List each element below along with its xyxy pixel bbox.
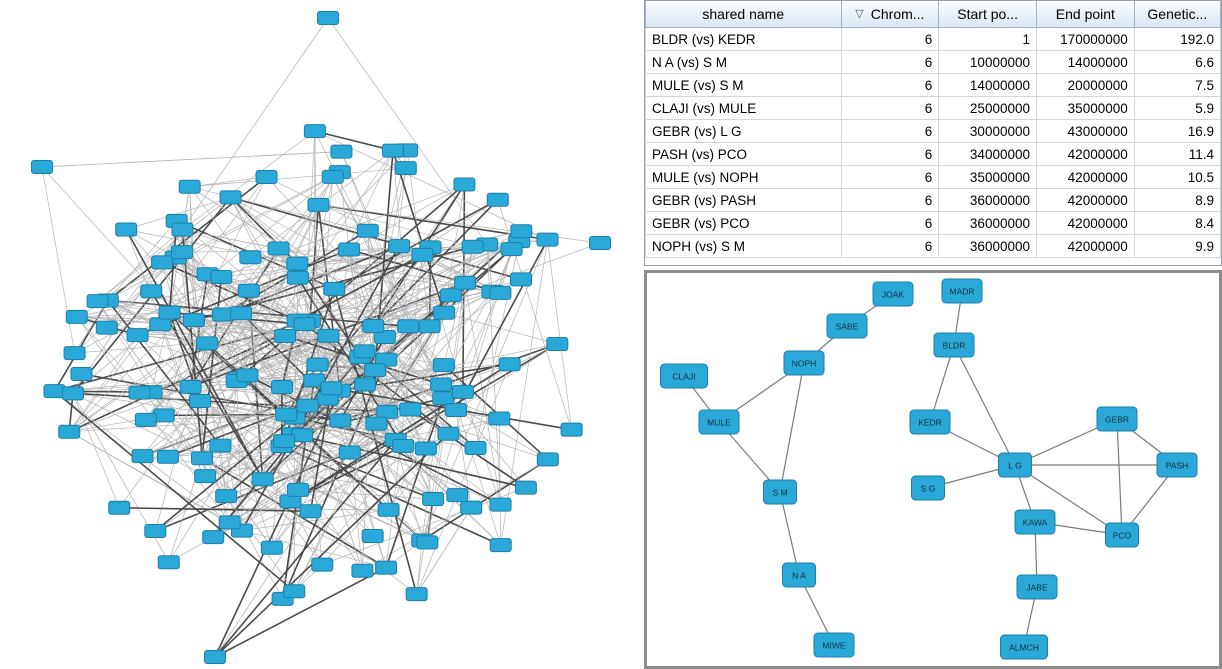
main-network-node[interactable] [365, 364, 386, 377]
main-network-node[interactable] [275, 330, 296, 343]
subnetwork-canvas[interactable] [647, 273, 1219, 666]
column-header-label: Genetic... [1147, 6, 1208, 22]
main-network-node[interactable] [109, 501, 130, 514]
main-network-node[interactable] [261, 541, 282, 554]
main-network-node[interactable] [159, 306, 180, 319]
subnetwork-node-label: S G [920, 483, 936, 494]
main-network-node[interactable] [71, 367, 92, 380]
cell-shared-name: MULE (vs) S M [646, 74, 842, 97]
main-network-node[interactable] [389, 240, 410, 253]
cell-chromosome: 6 [841, 97, 939, 120]
main-network-node[interactable] [203, 531, 224, 544]
main-network-node[interactable] [179, 180, 200, 193]
main-network-node[interactable] [210, 439, 231, 452]
main-network-node[interactable] [190, 395, 211, 408]
cell-end-point: 20000000 [1037, 74, 1135, 97]
main-network-node[interactable] [145, 525, 166, 538]
main-network-node[interactable] [220, 191, 241, 204]
subnetwork-node[interactable] [814, 633, 854, 657]
column-header-label: Start po... [957, 6, 1018, 22]
main-network-node[interactable] [366, 417, 387, 430]
main-network-node[interactable] [461, 501, 482, 514]
cell-start-point: 36000000 [939, 235, 1037, 258]
main-network-node[interactable] [438, 427, 459, 440]
main-network-node[interactable] [127, 329, 148, 342]
main-network-node[interactable] [362, 529, 383, 542]
subnetwork-node[interactable] [764, 480, 797, 504]
subnetwork-node-label: N A [792, 570, 806, 581]
main-network-node[interactable] [211, 270, 232, 283]
main-network-node[interactable] [462, 240, 483, 253]
main-network-node[interactable] [378, 503, 399, 516]
subnetwork-node[interactable] [1157, 453, 1197, 477]
subnetwork-node[interactable] [1017, 575, 1057, 599]
subnetwork-node-label: SABE [835, 321, 859, 332]
main-network-node[interactable] [158, 556, 179, 569]
main-network-node[interactable] [96, 321, 117, 334]
main-network-node[interactable] [297, 399, 318, 412]
cell-start-point: 30000000 [939, 120, 1037, 143]
main-network-node[interactable] [59, 425, 80, 438]
main-network-node[interactable] [116, 223, 137, 236]
main-network-node[interactable] [129, 386, 150, 399]
subnetwork-node-label: MADR [949, 286, 975, 297]
cell-chromosome: 6 [841, 143, 939, 166]
main-network-node[interactable] [287, 257, 308, 270]
main-network-node[interactable] [339, 243, 360, 256]
cell-end-point: 170000000 [1037, 28, 1135, 51]
main-network-node[interactable] [324, 282, 345, 295]
subnetwork-node[interactable] [784, 351, 824, 375]
table-row[interactable] [646, 166, 1221, 189]
main-network-node[interactable] [272, 380, 293, 393]
main-network-node[interactable] [415, 442, 436, 455]
cell-genetic: 8.4 [1134, 212, 1220, 235]
main-network-node[interactable] [423, 493, 444, 506]
cell-end-point: 35000000 [1037, 97, 1135, 120]
main-network-node[interactable] [352, 564, 373, 577]
table-row[interactable] [646, 28, 1221, 51]
main-network-node[interactable] [294, 318, 315, 331]
main-network-node[interactable] [511, 225, 532, 238]
cell-genetic: 7.5 [1134, 74, 1220, 97]
main-network-node[interactable] [377, 405, 398, 418]
cell-genetic: 8.9 [1134, 189, 1220, 212]
main-network-node[interactable] [412, 248, 433, 261]
table-row[interactable] [646, 97, 1221, 120]
subnetwork-node[interactable] [827, 314, 867, 338]
subnetwork-node-label: KAWA [1022, 517, 1048, 528]
cell-shared-name: GEBR (vs) PCO [646, 212, 842, 235]
main-network-node[interactable] [219, 516, 240, 529]
column-header-genetic[interactable] [1134, 1, 1220, 28]
subnetwork-edges [684, 291, 1177, 647]
subnetwork-node[interactable] [661, 364, 708, 388]
main-network-node[interactable] [288, 483, 309, 496]
table-header-row [646, 1, 1221, 28]
main-network-node[interactable] [308, 198, 329, 211]
main-network-node[interactable] [256, 171, 277, 184]
main-network-node[interactable] [452, 385, 473, 398]
main-network-node[interactable] [276, 408, 297, 421]
main-network-node[interactable] [339, 446, 360, 459]
table-row[interactable] [646, 143, 1221, 166]
filter-icon[interactable]: ▽ [855, 7, 864, 20]
cell-start-point: 36000000 [939, 212, 1037, 235]
subnetwork-node-label: GEBR [1104, 414, 1130, 425]
table-body[interactable] [646, 28, 1221, 258]
subnetwork-node[interactable] [942, 279, 982, 303]
subnetwork-node-label: JABE [1026, 582, 1048, 593]
cell-genetic: 6.6 [1134, 51, 1220, 74]
main-network-node[interactable] [417, 536, 438, 549]
main-network-node[interactable] [62, 387, 83, 400]
subnetwork-node-label: S M [772, 487, 788, 498]
column-header-chromosome[interactable] [841, 1, 939, 28]
main-network-node[interactable] [419, 320, 440, 333]
main-network-node[interactable] [322, 170, 343, 183]
cell-shared-name: PASH (vs) PCO [646, 143, 842, 166]
subnetwork-node[interactable] [910, 410, 950, 434]
subnetwork-node-label: PCO [1112, 530, 1132, 541]
main-network-node[interactable] [395, 162, 416, 175]
main-network-node[interactable] [398, 320, 419, 333]
subnetwork-panel[interactable] [644, 270, 1222, 669]
subnetwork-node[interactable] [934, 333, 974, 357]
cell-chromosome: 6 [841, 74, 939, 97]
cell-start-point: 10000000 [939, 51, 1037, 74]
right-column [644, 0, 1222, 669]
main-network-node[interactable] [537, 453, 558, 466]
main-network-node[interactable] [321, 382, 342, 395]
subnetwork-edge [954, 345, 1015, 465]
main-network-node[interactable] [433, 359, 454, 372]
main-network-node[interactable] [216, 490, 237, 503]
cell-shared-name: MULE (vs) NOPH [646, 166, 842, 189]
main-network-node[interactable] [307, 358, 328, 371]
main-network-node[interactable] [455, 276, 476, 289]
cell-genetic: 16.9 [1134, 120, 1220, 143]
main-network-node[interactable] [284, 585, 305, 598]
main-network-node[interactable] [537, 233, 558, 246]
main-network-node[interactable] [141, 285, 162, 298]
subnetwork-edge [1117, 419, 1122, 535]
main-network-node[interactable] [393, 439, 414, 452]
cell-genetic: 11.4 [1134, 143, 1220, 166]
main-network-edge [42, 167, 75, 353]
cell-chromosome: 6 [841, 51, 939, 74]
subnetwork-node[interactable] [783, 563, 816, 587]
cell-shared-name: GEBR (vs) PASH [646, 189, 842, 212]
main-network-node[interactable] [490, 498, 511, 511]
main-network-node[interactable] [489, 412, 510, 425]
cell-start-point: 25000000 [939, 97, 1037, 120]
cell-start-point: 35000000 [939, 166, 1037, 189]
subnetwork-node-label: CLAJI [672, 371, 696, 382]
main-network-node[interactable] [487, 193, 508, 206]
subnetwork-node[interactable] [912, 476, 945, 500]
cell-chromosome: 6 [841, 189, 939, 212]
main-network-node[interactable] [197, 337, 218, 350]
main-network-node[interactable] [561, 423, 582, 436]
main-network-edge [42, 152, 341, 167]
subnetwork-node-label: PASH [1165, 460, 1189, 471]
main-network-node[interactable] [490, 286, 511, 299]
column-header-shared-name[interactable] [646, 1, 842, 28]
column-header-start-point[interactable] [939, 1, 1037, 28]
subnetwork-node[interactable] [873, 282, 913, 306]
main-network-node[interactable] [87, 295, 108, 308]
cell-shared-name: CLAJI (vs) MULE [646, 97, 842, 120]
main-network-node[interactable] [330, 414, 351, 427]
cell-genetic: 10.5 [1134, 166, 1220, 189]
main-network-node[interactable] [465, 441, 486, 454]
subnetwork-node[interactable] [1001, 635, 1048, 659]
subnetwork-node[interactable] [999, 453, 1032, 477]
main-network-node[interactable] [240, 251, 261, 264]
main-network-node[interactable] [152, 256, 173, 269]
cell-end-point: 42000000 [1037, 166, 1135, 189]
cell-shared-name: N A (vs) S M [646, 51, 842, 74]
cell-genetic: 192.0 [1134, 28, 1220, 51]
cell-end-point: 42000000 [1037, 189, 1135, 212]
table-row[interactable] [646, 74, 1221, 97]
main-network-node[interactable] [252, 473, 273, 486]
main-network-node[interactable] [431, 378, 452, 391]
cell-chromosome: 6 [841, 120, 939, 143]
main-network-node[interactable] [515, 481, 536, 494]
main-network-node[interactable] [268, 242, 289, 255]
cell-end-point: 42000000 [1037, 235, 1135, 258]
main-network-node[interactable] [406, 588, 427, 601]
main-network-node[interactable] [501, 243, 522, 256]
main-network-node[interactable] [231, 307, 252, 320]
main-network-node[interactable] [238, 284, 259, 297]
cell-end-point: 42000000 [1037, 212, 1135, 235]
main-network-node[interactable] [312, 558, 333, 571]
main-network-node[interactable] [511, 273, 532, 286]
main-network-node[interactable] [499, 358, 520, 371]
main-network-node[interactable] [237, 369, 258, 382]
main-network-node[interactable] [150, 318, 171, 331]
subnetwork-node-label: MIWE [822, 640, 846, 651]
main-network-node[interactable] [357, 224, 378, 237]
main-network-node[interactable] [180, 380, 201, 393]
column-header-label: Chrom... [870, 6, 925, 22]
main-network-node[interactable] [300, 505, 321, 518]
main-network-node[interactable] [172, 223, 193, 236]
main-network-node[interactable] [354, 345, 375, 358]
main-network-edge [77, 312, 170, 316]
cell-chromosome: 6 [841, 166, 939, 189]
cell-end-point: 42000000 [1037, 143, 1135, 166]
subnetwork-node[interactable] [1106, 523, 1139, 547]
subnetwork-node-label: NOPH [791, 358, 817, 369]
cell-start-point: 14000000 [939, 74, 1037, 97]
main-network-node[interactable] [32, 161, 53, 174]
main-network-edge [547, 240, 571, 430]
table-row[interactable] [646, 235, 1221, 258]
results-table[interactable] [645, 1, 1221, 258]
main-network-node[interactable] [157, 450, 178, 463]
main-network-node[interactable] [44, 385, 65, 398]
main-network-node[interactable] [490, 539, 511, 552]
results-table-panel[interactable] [644, 0, 1222, 266]
cell-genetic: 9.9 [1134, 235, 1220, 258]
cell-shared-name: GEBR (vs) L G [646, 120, 842, 143]
main-network-node[interactable] [318, 329, 339, 342]
main-network-node[interactable] [205, 651, 226, 664]
main-network-node[interactable] [192, 452, 213, 465]
main-network-node[interactable] [446, 404, 467, 417]
cell-chromosome: 6 [841, 28, 939, 51]
main-network-node[interactable] [434, 306, 455, 319]
main-network-edge [215, 452, 350, 657]
column-header-end-point[interactable] [1037, 1, 1135, 28]
column-header-label: End point [1055, 6, 1115, 22]
cell-end-point: 43000000 [1037, 120, 1135, 143]
main-network-node[interactable] [304, 125, 325, 138]
table-row[interactable] [646, 212, 1221, 235]
main-network-node[interactable] [171, 246, 192, 259]
subnetwork-node[interactable] [1015, 510, 1055, 534]
main-network-edge [215, 568, 386, 657]
main-network-node[interactable] [195, 470, 216, 483]
main-network-node[interactable] [331, 145, 352, 158]
main-network-node[interactable] [183, 314, 204, 327]
main-network-node[interactable] [355, 378, 376, 391]
cell-end-point: 14000000 [1037, 51, 1135, 74]
cell-chromosome: 6 [841, 212, 939, 235]
cell-start-point: 34000000 [939, 143, 1037, 166]
main-network-node[interactable] [447, 489, 468, 502]
cell-start-point: 36000000 [939, 189, 1037, 212]
table-row[interactable] [646, 189, 1221, 212]
subnetwork-node-label: JOAK [881, 289, 905, 300]
subnetwork-node-label: L G [1008, 460, 1022, 471]
cell-genetic: 5.9 [1134, 97, 1220, 120]
cell-chromosome: 6 [841, 235, 939, 258]
cell-start-point: 1 [939, 28, 1037, 51]
subnetwork-node-label: KEDR [918, 417, 942, 428]
main-network-node[interactable] [547, 338, 568, 351]
main-network-node[interactable] [363, 319, 384, 332]
main-network-node[interactable] [287, 271, 308, 284]
main-network-node[interactable] [318, 12, 339, 25]
subnetwork-node-label: BLDR [942, 340, 966, 351]
main-network-node[interactable] [376, 561, 397, 574]
main-network-node[interactable] [135, 413, 156, 426]
subnetwork-node-label: ALMCH [1009, 642, 1039, 653]
main-network-node[interactable] [441, 289, 462, 302]
subnetwork-node[interactable] [699, 410, 739, 434]
main-network-edge [182, 18, 328, 230]
subnetwork-nodes[interactable] [661, 279, 1198, 659]
main-network-edge [190, 168, 406, 187]
main-network-node[interactable] [590, 237, 611, 250]
subnetwork-node[interactable] [1097, 407, 1137, 431]
main-network-node[interactable] [274, 435, 295, 448]
cell-shared-name: NOPH (vs) S M [646, 235, 842, 258]
table-row[interactable] [646, 120, 1221, 143]
main-network-node[interactable] [383, 144, 404, 157]
column-header-label: shared name [702, 6, 785, 22]
main-network-node[interactable] [66, 310, 87, 323]
main-network-node[interactable] [132, 450, 153, 463]
cell-shared-name: BLDR (vs) KEDR [646, 28, 842, 51]
main-network-node[interactable] [454, 178, 475, 191]
subnetwork-edge [780, 363, 804, 492]
table-row[interactable] [646, 51, 1221, 74]
subnetwork-node-label: MULE [707, 417, 731, 428]
main-network-edge [315, 131, 393, 150]
main-network-node[interactable] [64, 347, 85, 360]
main-network-node[interactable] [400, 403, 421, 416]
main-network-node[interactable] [433, 392, 454, 405]
